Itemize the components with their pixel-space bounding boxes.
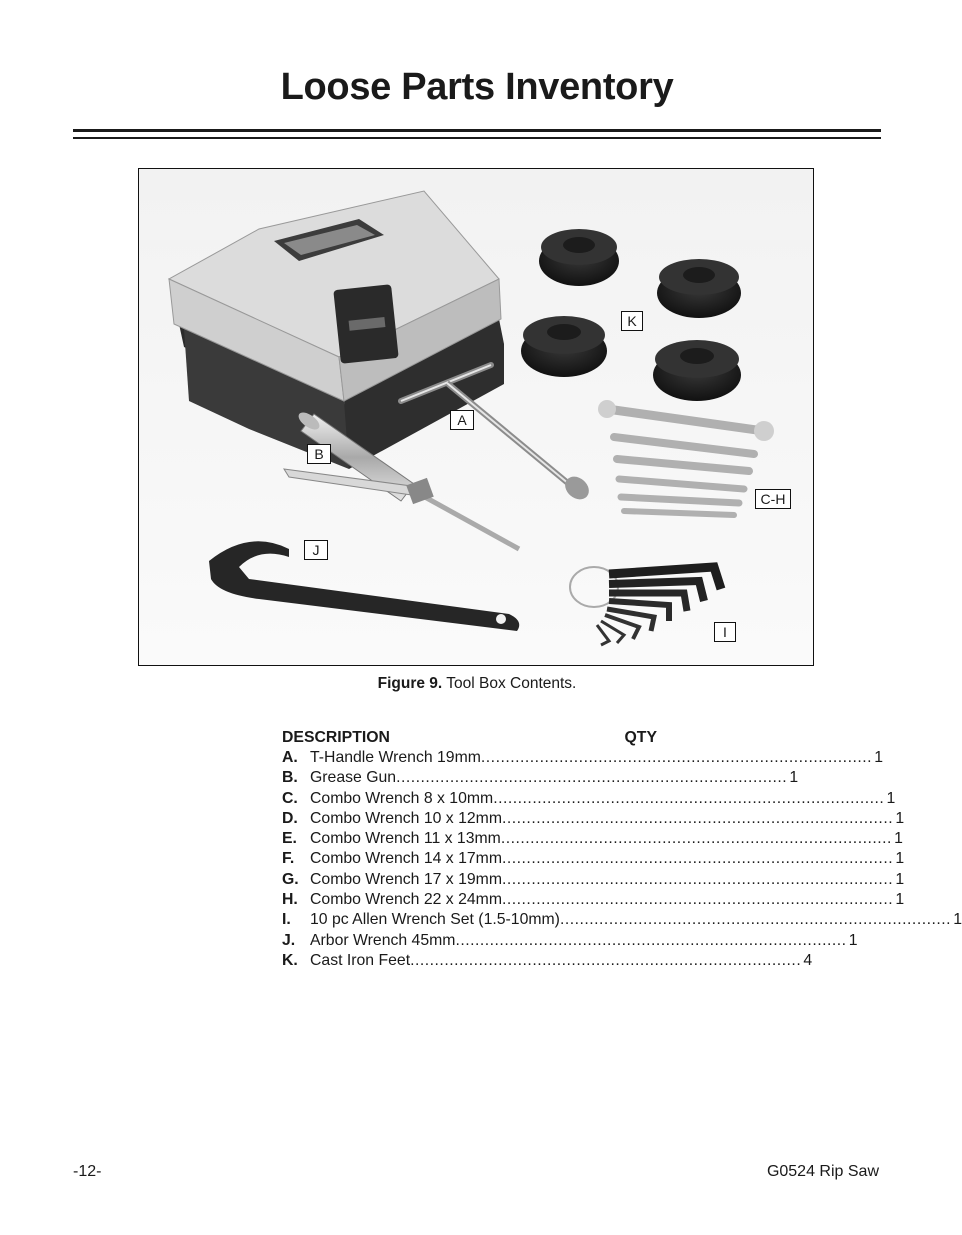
item-letter: H. [282, 891, 298, 909]
inventory-row [282, 870, 905, 890]
item-leader-dots: ................................................................................ [410, 951, 802, 969]
inventory-row [282, 890, 905, 910]
item-leader-dots: ................................................................................ [501, 870, 894, 888]
item-qty: 1 [789, 769, 799, 787]
item-name: Combo Wrench 17 x 19mm [310, 870, 502, 888]
item-leader-dots: ................................................................................ [480, 749, 873, 766]
item-qty: 1 [895, 891, 905, 909]
item-qty: 1 [895, 809, 905, 827]
description-header: DESCRIPTION [282, 729, 390, 746]
item-qty: 1 [895, 850, 905, 868]
item-leader-dots: ................................................................................ [500, 830, 892, 848]
inventory-row [282, 849, 905, 869]
inventory-row [282, 748, 884, 768]
item-name: Arbor Wrench 45mm [310, 931, 456, 949]
figure-caption [0, 675, 954, 693]
item-letter: F. [282, 850, 295, 868]
item-name: T-Handle Wrench 19mm [310, 749, 481, 766]
item-name: Combo Wrench 10 x 12mm [310, 809, 502, 827]
item-name: Combo Wrench 14 x 17mm [310, 850, 502, 868]
callout-b: B [307, 444, 331, 464]
inventory-list [282, 728, 962, 971]
item-qty: 1 [895, 870, 905, 888]
item-leader-dots: ................................................................................ [501, 891, 894, 909]
item-name: Combo Wrench 22 x 24mm [310, 891, 502, 909]
item-letter: I. [282, 911, 291, 929]
title-rule-top [73, 129, 881, 132]
item-letter: E. [282, 830, 297, 848]
item-letter: K. [282, 951, 298, 969]
callout-k: K [621, 311, 643, 331]
inventory-rows [282, 748, 962, 971]
item-name: Combo Wrench 8 x 10mm [310, 789, 494, 807]
inventory-row [282, 951, 813, 971]
callout-j: J [304, 540, 328, 560]
item-qty: 1 [894, 830, 903, 848]
item-leader-dots: ................................................................................ [501, 809, 894, 827]
item-qty: 4 [803, 951, 813, 969]
document-name: G0524 Rip Saw [766, 1163, 879, 1180]
tool-box-photo [139, 169, 813, 665]
inventory-row [282, 789, 896, 809]
item-letter: B. [282, 769, 298, 787]
caption-label: Figure 9. [377, 675, 443, 692]
item-qty: 1 [953, 911, 962, 929]
callout-ch: C-H [755, 489, 791, 509]
tool-box-figure [138, 168, 814, 666]
inventory-row [282, 768, 799, 788]
callout-a: A [450, 410, 474, 430]
item-qty: 1 [886, 789, 896, 807]
item-qty: 1 [848, 931, 858, 949]
inventory-row [282, 809, 905, 829]
item-letter: G. [282, 870, 299, 888]
item-leader-dots: ................................................................................ [396, 769, 788, 787]
inventory-row [282, 910, 962, 930]
item-name: Cast Iron Feet [310, 951, 411, 969]
item-name: Grease Gun [310, 769, 397, 787]
callout-i: I [714, 622, 736, 642]
page-number: -12- [73, 1163, 102, 1180]
item-letter: J. [282, 931, 296, 949]
item-leader-dots: ................................................................................ [493, 789, 885, 807]
item-letter: A. [282, 749, 298, 766]
page-title: Loose Parts Inventory [280, 66, 674, 108]
item-leader-dots: ................................................................................ [559, 911, 952, 929]
item-leader-dots: ................................................................................ [501, 850, 894, 868]
inventory-row [282, 829, 903, 849]
title-rule-bottom [73, 137, 881, 139]
inventory-row [282, 931, 858, 951]
item-letter: D. [282, 809, 298, 827]
caption-text: Tool Box Contents. [442, 675, 577, 692]
item-name: Combo Wrench 11 x 13mm [310, 830, 501, 848]
item-leader-dots: ................................................................................ [455, 931, 847, 949]
item-qty: 1 [874, 749, 884, 766]
item-letter: C. [282, 789, 298, 807]
qty-header: QTY [624, 729, 657, 746]
item-name: 10 pc Allen Wrench Set (1.5-10mm) [310, 911, 560, 929]
inventory-header [282, 728, 657, 748]
